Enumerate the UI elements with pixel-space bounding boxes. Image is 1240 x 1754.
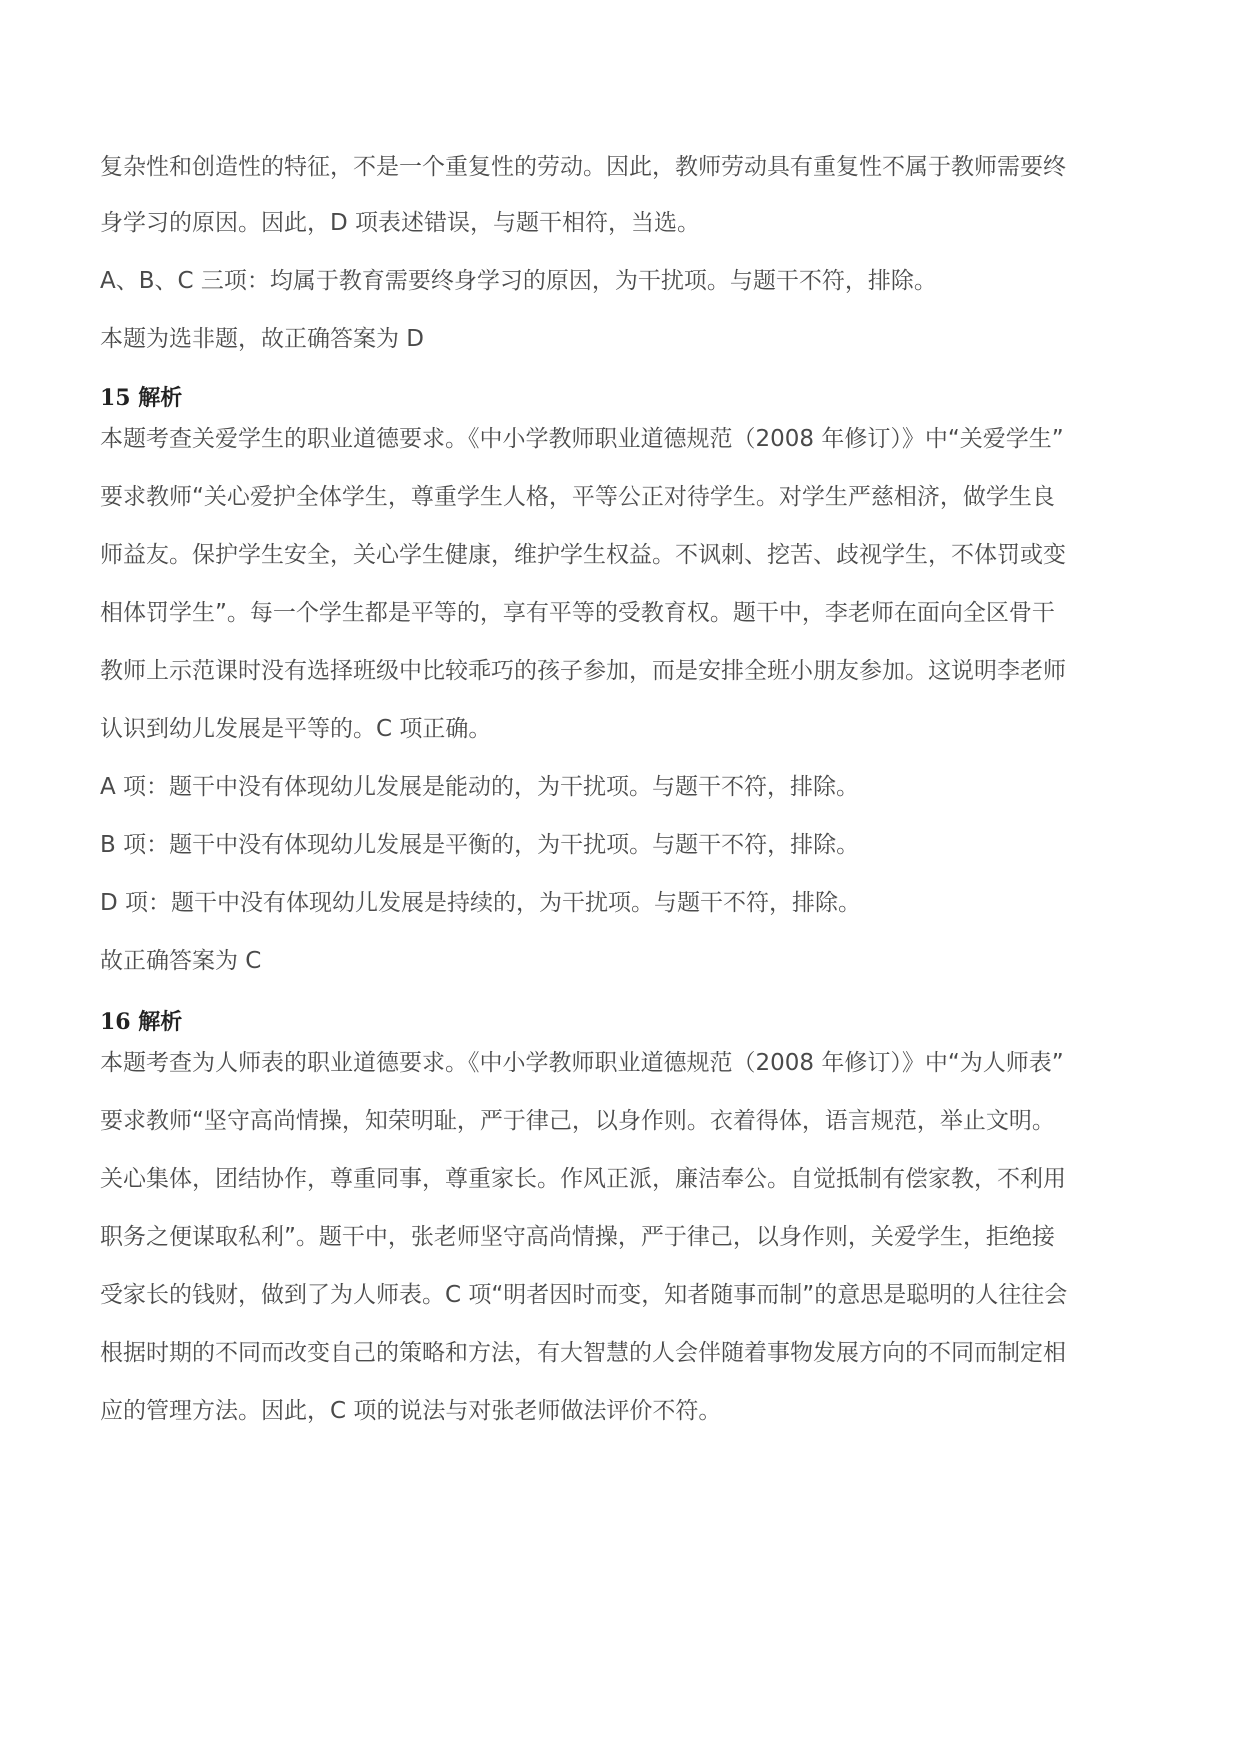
paragraph-line: 复杂性和创造性的特征，不是一个重复性的劳动。因此，教师劳动具有重复性不属于教师需要终 <box>100 154 1066 180</box>
paragraph-line: 本题考查为人师表的职业道德要求。《中小学教师职业道德规范（2008 年修订）》中“为人师表” <box>100 1050 1064 1076</box>
section-heading-15: 15 解析 <box>100 385 183 411</box>
paragraph-line: 关心集体，团结协作，尊重同事，尊重家长。作风正派，廉洁奉公。自觉抵制有偿家教，不利用 <box>100 1166 1066 1192</box>
option-line: B 项：题干中没有体现幼儿发展是平衡的，为干扰项。与题干不符，排除。 <box>100 832 860 858</box>
answer-line: 故正确答案为 C <box>100 948 262 974</box>
paragraph-line: 职务之便谋取私利”。题干中，张老师坚守高尚情操，严于律己，以身作则，关爱学生，拒绝接 <box>100 1224 1055 1250</box>
paragraph-line: 应的管理方法。因此，C 项的说法与对张老师做法评价不符。 <box>100 1398 722 1424</box>
paragraph-line: 要求教师“坚守高尚情操，知荣明耻，严于律己，以身作则。衣着得体，语言规范，举止文明。 <box>100 1108 1055 1134</box>
paragraph-line: 本题考查关爱学生的职业道德要求。《中小学教师职业道德规范（2008 年修订）》中“关爱学生” <box>100 426 1064 452</box>
section-heading-16: 16 解析 <box>100 1009 183 1035</box>
paragraph-line: 根据时期的不同而改变自己的策略和方法，有大智慧的人会伴随着事物发展方向的不同而制定相 <box>100 1340 1066 1366</box>
option-line: D 项：题干中没有体现幼儿发展是持续的，为干扰项。与题干不符，排除。 <box>100 890 862 916</box>
paragraph-line: 教师上示范课时没有选择班级中比较乖巧的孩子参加，而是安排全班小朋友参加。这说明李老师 <box>100 658 1066 684</box>
paragraph-line: A、B、C 三项：均属于教育需要终身学习的原因，为干扰项。与题干不符，排除。 <box>100 268 937 294</box>
paragraph-line: 要求教师“关心爱护全体学生，尊重学生人格，平等公正对待学生。对学生严慈相济，做学生良 <box>100 484 1055 510</box>
paragraph-line: 身学习的原因。因此，D 项表述错误，与题干相符，当选。 <box>100 210 701 236</box>
answer-line: 本题为选非题，故正确答案为 D <box>100 326 425 352</box>
paragraph-line: 受家长的钱财，做到了为人师表。C 项“明者因时而变，知者随事而制”的意思是聪明的人往往会 <box>100 1282 1068 1308</box>
paragraph-line: 认识到幼儿发展是平等的。C 项正确。 <box>100 716 492 742</box>
paragraph-line: 相体罚学生”。每一个学生都是平等的，享有平等的受教育权。题干中，李老师在面向全区骨干 <box>100 600 1055 626</box>
paragraph-line: 师益友。保护学生安全，关心学生健康，维护学生权益。不讽刺、挖苦、歧视学生，不体罚或变 <box>100 542 1066 568</box>
option-line: A 项：题干中没有体现幼儿发展是能动的，为干扰项。与题干不符，排除。 <box>100 774 860 800</box>
